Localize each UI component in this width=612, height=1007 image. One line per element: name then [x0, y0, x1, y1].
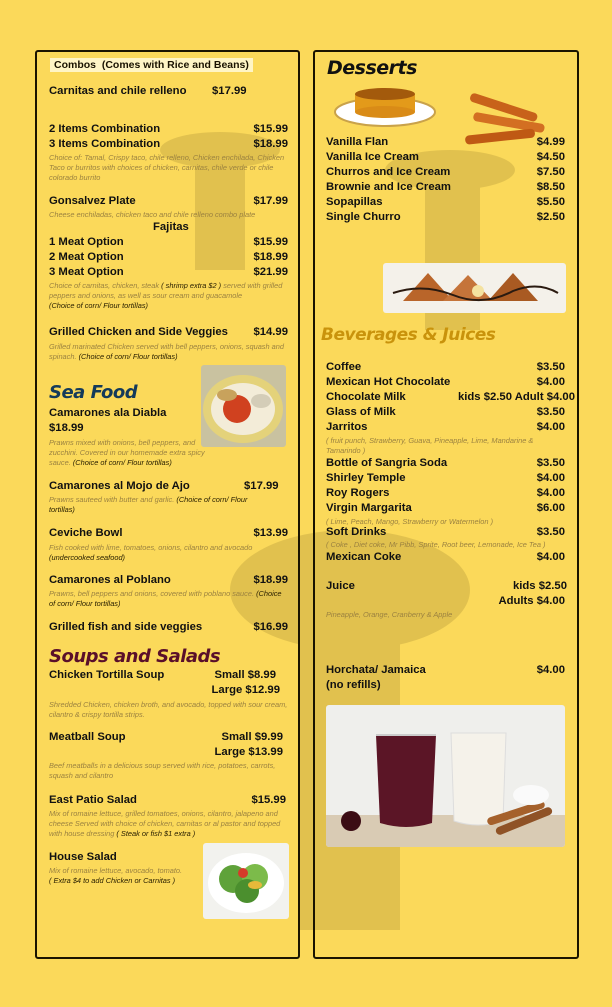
beverages-title: Beverages & Juices — [321, 325, 496, 345]
dessert-price: $5.50 — [536, 196, 565, 208]
horchata-jamaica-photo — [326, 705, 565, 847]
glass-milk-name: Glass of Milk — [326, 406, 396, 418]
horchata-name: Horchata/ Jamaica — [326, 664, 426, 676]
soups-title: Soups and Salads — [49, 646, 221, 667]
combination-desc: Choice of: Tamal, Crispy taco, chile relleno, Chicken enchilada, Chicken Taco or burritos with choices of chicken, carnitas, chile verde or chile colorado burrito — [49, 153, 285, 182]
meatball-soup-small: Small $9.99 — [221, 731, 283, 743]
juice-desc: Pineapple, Orange, Cranberry & Apple — [326, 610, 453, 619]
three-items-name: 3 Items Combination — [49, 138, 161, 150]
dessert-price: $7.50 — [536, 166, 565, 178]
left-menu-panel — [35, 50, 300, 959]
east-patio-price: $15.99 — [251, 794, 286, 806]
poblano-desc: Prawns, bell peppers and onions, covered with poblano sauce. (Choice of corn/ Flour tortillas) — [49, 589, 282, 608]
right-menu-panel — [313, 50, 579, 959]
virgin-desc: ( Lime, Peach, Mango, Strawberry or Watermelon ) — [326, 517, 494, 526]
shirley-price: $4.00 — [536, 472, 565, 484]
house-salad-photo — [203, 843, 289, 919]
meat2-price: $18.99 — [253, 251, 288, 263]
seafood-plate-photo — [201, 365, 286, 447]
dessert-name: Churros and Ice Cream — [326, 166, 451, 178]
gonsalvez-desc: Cheese enchiladas, chicken taco and chile relleno combo plate — [49, 210, 256, 219]
house-salad-name: House Salad — [49, 851, 117, 863]
sangria-name: Bottle of Sangria Soda — [326, 457, 448, 469]
tortilla-soup-large: Large $12.99 — [211, 684, 280, 696]
hot-chocolate-price: $4.00 — [536, 376, 565, 388]
shirley-name: Shirley Temple — [326, 472, 406, 484]
drinks-image — [326, 705, 565, 847]
soft-drinks-name: Soft Drinks — [326, 526, 387, 538]
meat3-price: $21.99 — [253, 266, 288, 278]
dessert-price: $8.50 — [536, 181, 565, 193]
carnitas-name: Carnitas and chile relleno — [49, 85, 187, 97]
diabla-desc: Prawns mixed with onions, bell peppers, and zucchini. Covered in our homemade extra spicy sauce. (Choice of corn/ Flour tortillas) — [49, 438, 205, 467]
gonsalvez-name: Gonsalvez Plate — [49, 195, 136, 207]
house-salad-desc: Mix of romaine lettuce, avocado, tomato. ( Extra $4 to add Chicken or Carnitas ) — [49, 866, 183, 885]
juice-adults-price: Adults $4.00 — [498, 595, 565, 607]
dessert-name: Vanilla Flan — [326, 136, 389, 148]
jarritos-desc: ( fruit punch, Strawberry, Guava, Pineapple, Lime, Mandarine & Tamarindo ) — [326, 436, 534, 455]
seafood-title: Sea Food — [49, 382, 138, 403]
ceviche-price: $13.99 — [253, 527, 288, 539]
coffee-price: $3.50 — [536, 361, 565, 373]
virgin-name: Virgin Margarita — [326, 502, 412, 514]
meat1-price: $15.99 — [253, 236, 288, 248]
grilled-chicken-price: $14.99 — [253, 326, 288, 338]
tortilla-soup-small: Small $8.99 — [214, 669, 276, 681]
mojo-name: Camarones al Mojo de Ajo — [49, 480, 190, 492]
two-items-price: $15.99 — [253, 123, 288, 135]
roy-name: Roy Rogers — [326, 487, 390, 499]
jarritos-price: $4.00 — [536, 421, 565, 433]
juice-name: Juice — [326, 580, 355, 592]
mojo-desc: Prawns sauteed with butter and garlic. (Choice of corn/ Flour tortillas) — [49, 495, 248, 514]
chocolate-milk-price: kids $2.50 Adult $4.00 — [457, 391, 575, 403]
soft-drinks-price: $3.50 — [536, 526, 565, 538]
coffee-name: Coffee — [326, 361, 362, 373]
chocolate-milk-name: Chocolate Milk — [326, 391, 406, 403]
meat3-name: 3 Meat Option — [49, 266, 124, 278]
sangria-price: $3.50 — [536, 457, 565, 469]
dessert-price: $2.50 — [536, 211, 565, 223]
meatball-soup-large: Large $13.99 — [214, 746, 283, 758]
dessert-name: Single Churro — [326, 211, 401, 223]
hot-chocolate-name: Mexican Hot Chocolate — [326, 376, 451, 388]
seafood-plate-image — [201, 365, 286, 447]
glass-milk-price: $3.50 — [536, 406, 565, 418]
virgin-price: $6.00 — [536, 502, 565, 514]
combos-header — [50, 58, 253, 72]
east-patio-desc: Mix of romaine lettuce, grilled tomatoes, onions, cilantro, jalapeno and cheese Served with choice of chicken, carnitas or al pastor and topped with house dressing ( Steak or fish $1 extra ) — [49, 809, 281, 838]
dessert-name: Vanilla Ice Cream — [326, 151, 419, 163]
tortilla-soup-name: Chicken Tortilla Soup — [49, 669, 165, 681]
salad-image — [203, 843, 289, 919]
horchata-price: $4.00 — [536, 664, 565, 676]
grilled-fish-name: Grilled fish and side veggies — [49, 621, 203, 633]
meat2-name: 2 Meat Option — [49, 251, 124, 263]
sopapillas-image — [383, 263, 566, 313]
dessert-name: Brownie and Ice Cream — [326, 181, 451, 193]
fajitas-title: Fajitas — [153, 221, 189, 233]
dessert-name: Sopapillas — [326, 196, 383, 208]
sopapillas-photo — [383, 263, 566, 313]
ceviche-desc: Fish cooked with lime, tomatoes, onions, cilantro and avocado (undercooked seafood) — [49, 543, 253, 562]
tortilla-soup-desc: Shredded Chicken, chicken broth, and avocado, topped with sour cream, cilantro & crispy tortilla strips. — [49, 700, 288, 719]
diabla-name: Camarones ala Diabla — [49, 407, 167, 419]
diabla-price: $18.99 — [49, 422, 84, 434]
grilled-chicken-desc: Grilled marinated Chicken served with bell peppers, onions, squash and spinach. (Choice of corn/ Flour tortillas) — [49, 342, 284, 361]
mojo-price: $17.99 — [244, 480, 279, 492]
meat1-name: 1 Meat Option — [49, 236, 124, 248]
carnitas-price: $17.99 — [212, 85, 247, 97]
mexican-coke-price: $4.00 — [536, 551, 565, 563]
jarritos-name: Jarritos — [326, 421, 368, 433]
grilled-fish-price: $16.99 — [253, 621, 288, 633]
two-items-name: 2 Items Combination — [49, 123, 161, 135]
three-items-price: $18.99 — [253, 138, 288, 150]
horchata-note: (no refills) — [326, 679, 381, 691]
combos-note: (Comes with Rice and Beans) — [101, 59, 249, 71]
gonsalvez-price: $17.99 — [253, 195, 288, 207]
mexican-coke-name: Mexican Coke — [326, 551, 402, 563]
dessert-price: $4.50 — [536, 151, 565, 163]
dessert-price: $4.99 — [536, 136, 565, 148]
juice-kids-price: kids $2.50 — [512, 580, 567, 592]
grilled-chicken-name: Grilled Chicken and Side Veggies — [49, 326, 228, 338]
fajitas-desc: Choice of carnitas, chicken, steak ( shrimp extra $2 ) served with grilled peppers and onions, as well as sour cream and guacamole (Choice of corn/ Flour tortillas) — [49, 281, 283, 310]
flan-image — [333, 84, 437, 128]
poblano-name: Camarones al Poblano — [49, 574, 171, 586]
ceviche-name: Ceviche Bowl — [49, 527, 123, 539]
combos-title: Combos — [54, 59, 96, 71]
soft-drinks-desc: ( Coke , Diet coke, Mr Pibb, Sprite, Root beer, Lemonade, Ice Tea ) — [326, 540, 546, 549]
meatball-soup-desc: Beef meatballs in a delicious soup served with rice, potatoes, carrots, squash and cilantro — [49, 761, 276, 780]
desserts-title: Desserts — [327, 57, 417, 79]
poblano-price: $18.99 — [253, 574, 288, 586]
meatball-soup-name: Meatball Soup — [49, 731, 126, 743]
east-patio-name: East Patio Salad — [49, 794, 137, 806]
roy-price: $4.00 — [536, 487, 565, 499]
